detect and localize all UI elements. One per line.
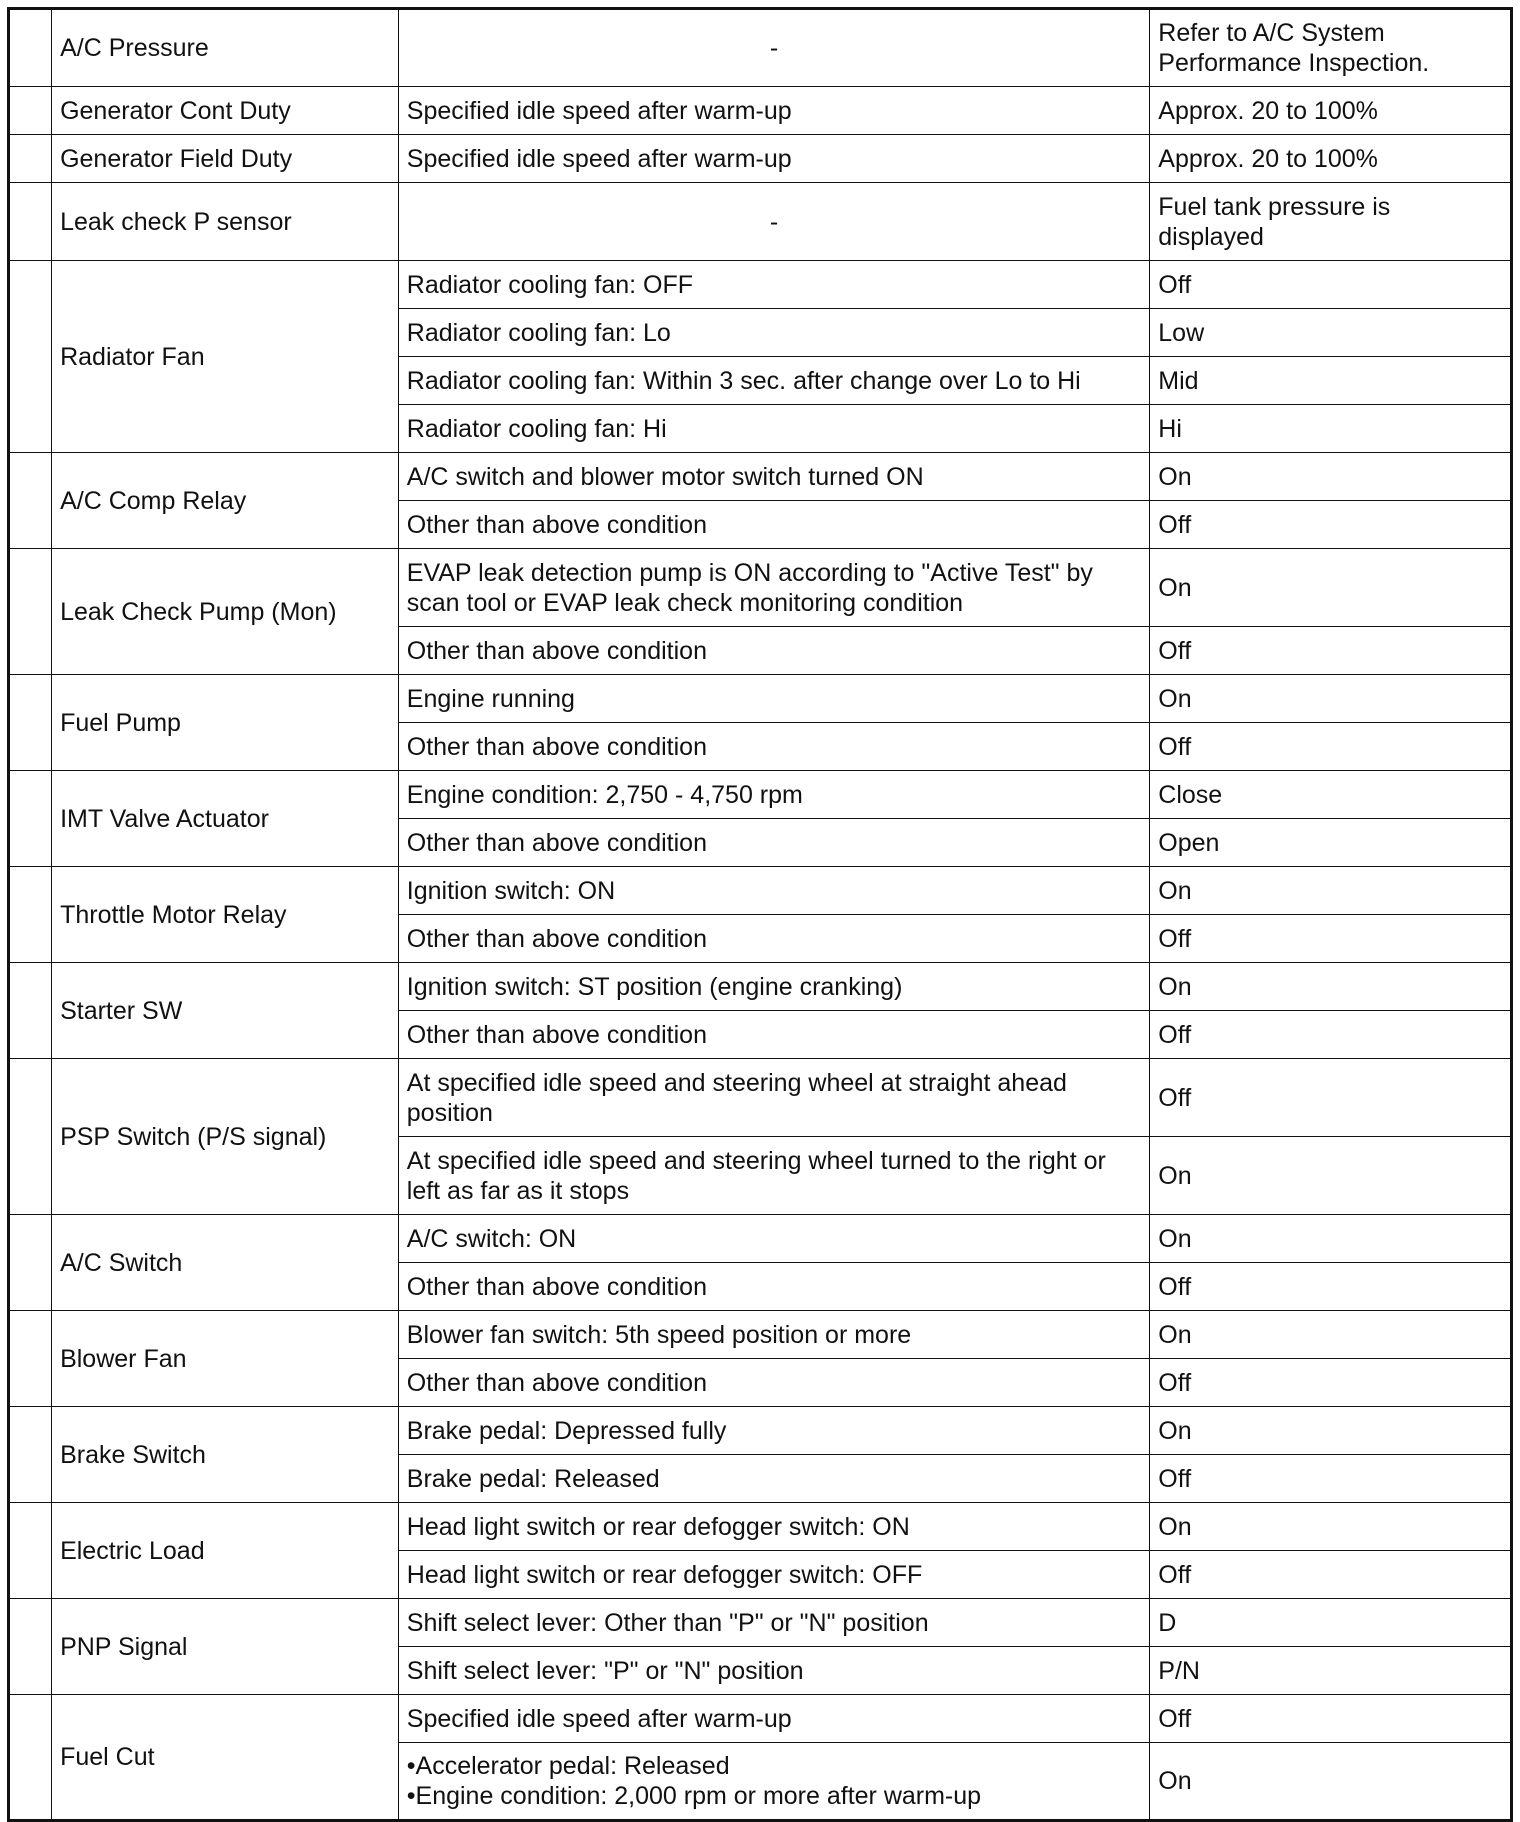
table-row xyxy=(9,867,1512,915)
value-cell: Off xyxy=(1150,723,1512,771)
item-name-cell: Generator Field Duty xyxy=(52,135,399,183)
item-name-cell: PSP Switch (P/S signal) xyxy=(52,1059,399,1215)
value-cell: Off xyxy=(1150,1455,1512,1503)
condition-cell: Other than above condition xyxy=(398,723,1150,771)
condition-cell: Other than above condition xyxy=(398,819,1150,867)
value-cell: Refer to A/C System Performance Inspection. xyxy=(1150,9,1512,87)
value-cell: Mid xyxy=(1150,357,1512,405)
condition-cell: Brake pedal: Released xyxy=(398,1455,1150,1503)
item-name-cell: Leak Check Pump (Mon) xyxy=(52,549,399,675)
value-cell: Open xyxy=(1150,819,1512,867)
condition-cell: •Accelerator pedal: Released •Engine condition: 2,000 rpm or more after warm-up xyxy=(398,1743,1150,1821)
table-row xyxy=(9,183,1512,261)
value-cell: Off xyxy=(1150,1695,1512,1743)
condition-cell: - xyxy=(398,183,1150,261)
table-row xyxy=(9,1215,1512,1263)
condition-cell: Radiator cooling fan: Hi xyxy=(398,405,1150,453)
row-blank-cell xyxy=(9,963,52,1059)
item-name-cell: Brake Switch xyxy=(52,1407,399,1503)
condition-cell: - xyxy=(398,9,1150,87)
table-row xyxy=(9,549,1512,627)
value-cell: Hi xyxy=(1150,405,1512,453)
table-row xyxy=(9,1407,1512,1455)
value-cell: On xyxy=(1150,1311,1512,1359)
condition-cell: Other than above condition xyxy=(398,1263,1150,1311)
value-cell: Approx. 20 to 100% xyxy=(1150,87,1512,135)
table-row xyxy=(9,9,1512,87)
condition-cell: EVAP leak detection pump is ON according to "Active Test" by scan tool or EVAP leak check monitoring condition xyxy=(398,549,1150,627)
item-name-cell: PNP Signal xyxy=(52,1599,399,1695)
table-row xyxy=(9,135,1512,183)
row-blank-cell xyxy=(9,549,52,675)
value-cell: Off xyxy=(1150,1551,1512,1599)
condition-cell: Other than above condition xyxy=(398,915,1150,963)
value-cell: On xyxy=(1150,963,1512,1011)
table-row xyxy=(9,261,1512,309)
row-blank-cell xyxy=(9,1695,52,1821)
condition-cell: Engine condition: 2,750 - 4,750 rpm xyxy=(398,771,1150,819)
item-name-cell: Generator Cont Duty xyxy=(52,87,399,135)
row-blank-cell xyxy=(9,183,52,261)
specification-table xyxy=(7,7,1513,1822)
row-blank-cell xyxy=(9,453,52,549)
row-blank-cell xyxy=(9,1215,52,1311)
condition-cell: Specified idle speed after warm-up xyxy=(398,87,1150,135)
condition-cell: Other than above condition xyxy=(398,627,1150,675)
item-name-cell: Starter SW xyxy=(52,963,399,1059)
condition-cell: Shift select lever: Other than "P" or "N" position xyxy=(398,1599,1150,1647)
condition-cell: Brake pedal: Depressed fully xyxy=(398,1407,1150,1455)
value-cell: Close xyxy=(1150,771,1512,819)
row-blank-cell xyxy=(9,1599,52,1695)
value-cell: Off xyxy=(1150,261,1512,309)
condition-cell: Specified idle speed after warm-up xyxy=(398,1695,1150,1743)
row-blank-cell xyxy=(9,771,52,867)
value-cell: Off xyxy=(1150,627,1512,675)
item-name-cell: Leak check P sensor xyxy=(52,183,399,261)
value-cell: Off xyxy=(1150,1011,1512,1059)
row-blank-cell xyxy=(9,867,52,963)
condition-cell: Radiator cooling fan: Within 3 sec. after change over Lo to Hi xyxy=(398,357,1150,405)
row-blank-cell xyxy=(9,87,52,135)
item-name-cell: A/C Pressure xyxy=(52,9,399,87)
row-blank-cell xyxy=(9,1311,52,1407)
value-cell: Low xyxy=(1150,309,1512,357)
value-cell: On xyxy=(1150,867,1512,915)
condition-cell: Ignition switch: ST position (engine cranking) xyxy=(398,963,1150,1011)
table-row xyxy=(9,1503,1512,1551)
condition-cell: Shift select lever: "P" or "N" position xyxy=(398,1647,1150,1695)
row-blank-cell xyxy=(9,1059,52,1215)
condition-cell: Specified idle speed after warm-up xyxy=(398,135,1150,183)
item-name-cell: Blower Fan xyxy=(52,1311,399,1407)
condition-cell: Other than above condition xyxy=(398,1359,1150,1407)
condition-cell: Radiator cooling fan: Lo xyxy=(398,309,1150,357)
item-name-cell: Electric Load xyxy=(52,1503,399,1599)
condition-cell: Other than above condition xyxy=(398,501,1150,549)
value-cell: On xyxy=(1150,453,1512,501)
condition-cell: A/C switch: ON xyxy=(398,1215,1150,1263)
value-cell: Fuel tank pressure is displayed xyxy=(1150,183,1512,261)
value-cell: Approx. 20 to 100% xyxy=(1150,135,1512,183)
specification-table-body xyxy=(9,9,1512,1821)
value-cell: Off xyxy=(1150,1059,1512,1137)
table-row xyxy=(9,453,1512,501)
table-row xyxy=(9,675,1512,723)
item-name-cell: Throttle Motor Relay xyxy=(52,867,399,963)
condition-cell: Head light switch or rear defogger switch: OFF xyxy=(398,1551,1150,1599)
value-cell: On xyxy=(1150,1215,1512,1263)
table-row xyxy=(9,1599,1512,1647)
table-row xyxy=(9,1059,1512,1137)
table-row xyxy=(9,963,1512,1011)
item-name-cell: Radiator Fan xyxy=(52,261,399,453)
value-cell: Off xyxy=(1150,1263,1512,1311)
value-cell: Off xyxy=(1150,915,1512,963)
value-cell: On xyxy=(1150,549,1512,627)
value-cell: On xyxy=(1150,1503,1512,1551)
value-cell: On xyxy=(1150,1137,1512,1215)
row-blank-cell xyxy=(9,261,52,453)
table-row xyxy=(9,1695,1512,1743)
item-name-cell: A/C Switch xyxy=(52,1215,399,1311)
condition-cell: At specified idle speed and steering wheel at straight ahead position xyxy=(398,1059,1150,1137)
condition-cell: Head light switch or rear defogger switch: ON xyxy=(398,1503,1150,1551)
condition-cell: Ignition switch: ON xyxy=(398,867,1150,915)
value-cell: P/N xyxy=(1150,1647,1512,1695)
condition-cell: Other than above condition xyxy=(398,1011,1150,1059)
condition-cell: Radiator cooling fan: OFF xyxy=(398,261,1150,309)
condition-cell: At specified idle speed and steering wheel turned to the right or left as far as it stops xyxy=(398,1137,1150,1215)
row-blank-cell xyxy=(9,9,52,87)
table-row xyxy=(9,87,1512,135)
value-cell: On xyxy=(1150,1743,1512,1821)
item-name-cell: Fuel Cut xyxy=(52,1695,399,1821)
value-cell: Off xyxy=(1150,501,1512,549)
item-name-cell: Fuel Pump xyxy=(52,675,399,771)
row-blank-cell xyxy=(9,1407,52,1503)
item-name-cell: A/C Comp Relay xyxy=(52,453,399,549)
condition-cell: A/C switch and blower motor switch turned ON xyxy=(398,453,1150,501)
row-blank-cell xyxy=(9,1503,52,1599)
row-blank-cell xyxy=(9,675,52,771)
value-cell: On xyxy=(1150,675,1512,723)
value-cell: On xyxy=(1150,1407,1512,1455)
row-blank-cell xyxy=(9,135,52,183)
value-cell: Off xyxy=(1150,1359,1512,1407)
table-row xyxy=(9,1311,1512,1359)
condition-cell: Blower fan switch: 5th speed position or more xyxy=(398,1311,1150,1359)
table-row xyxy=(9,771,1512,819)
condition-cell: Engine running xyxy=(398,675,1150,723)
value-cell: D xyxy=(1150,1599,1512,1647)
item-name-cell: IMT Valve Actuator xyxy=(52,771,399,867)
